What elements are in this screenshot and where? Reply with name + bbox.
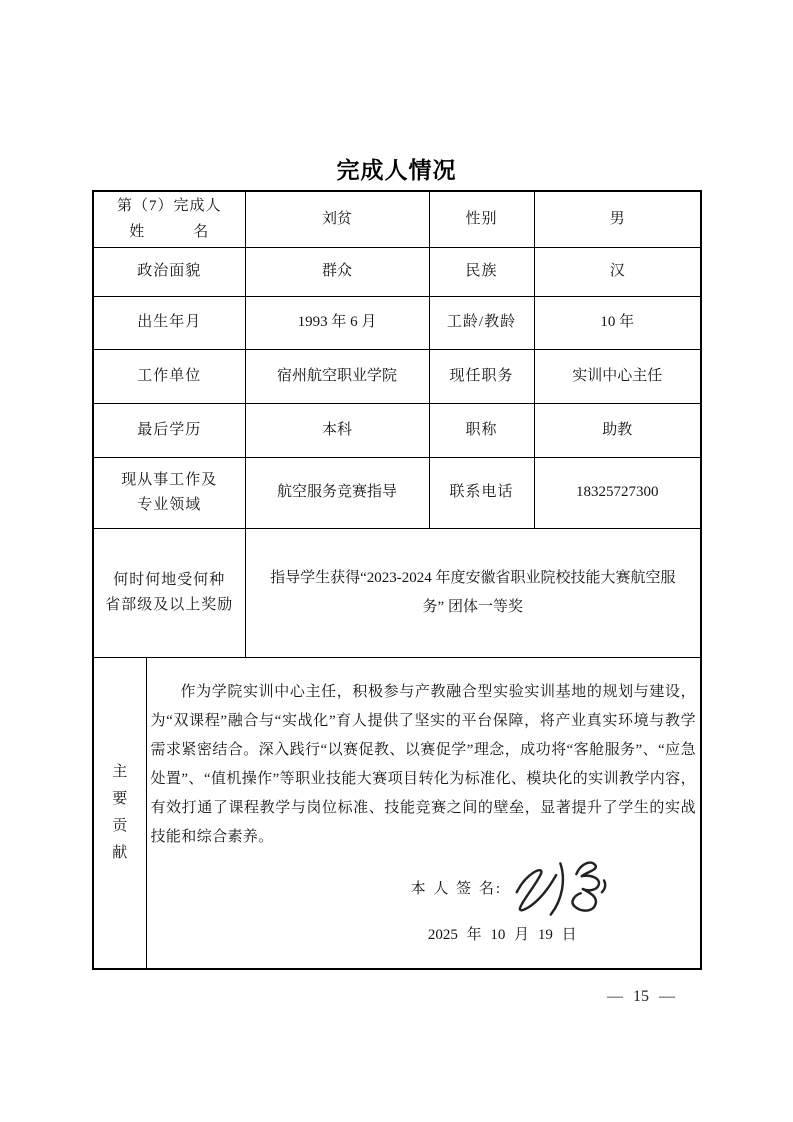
field-label-work-years: 工龄/教龄 [429,297,534,350]
field-label-birth-date: 出生年月 [93,297,245,350]
table-row-awards [93,529,701,658]
signature-date: 2025 年 10 月 19 日 [427,927,577,944]
field-value-gender: 男 [534,191,701,248]
vertical-label-char: 主 [112,763,128,780]
field-value-political-status: 群众 [245,248,429,297]
field-label-line: 专业领域 [137,497,202,513]
field-label-phone: 联系电话 [429,458,534,529]
field-label-education: 最后学历 [93,404,245,458]
signature-row [151,856,619,922]
field-label-current-work [93,458,245,529]
vertical-label-char: 要 [112,790,128,807]
field-label-main-contribution [93,658,146,969]
field-label-ethnicity: 民族 [429,248,534,297]
field-label-line: 省部级及以上奖励 [105,597,234,613]
field-value-education: 本科 [245,404,429,458]
field-value-awards [245,529,701,658]
table-row-contribution [93,658,701,969]
award-text-line: 指导学生获得“2023-2024 年度安徽省职业院校技能大赛航空服 [270,569,676,586]
field-label-line: 何时何地受何种 [113,571,226,588]
field-value-ethnicity: 汉 [534,248,701,297]
signature-image [506,856,618,922]
field-value-name: 刘贫 [245,191,429,248]
table-row-birth [93,297,701,350]
field-label-awards [93,529,245,658]
field-value-professional-title: 助教 [534,404,701,458]
table-row-name [93,191,701,248]
field-label-position: 现任职务 [429,350,534,404]
field-value-current-work: 航空服务竞赛指导 [245,458,429,529]
table-row-education [93,404,701,458]
field-value-employer: 宿州航空职业学院 [245,350,429,404]
signature-label: 本 人 签 名: [410,880,503,897]
page-number: — 15 — [607,988,675,1005]
field-value-phone: 18325727300 [534,458,701,529]
field-label-line: 第（7）完成人 [117,198,222,214]
field-value-position: 实训中心主任 [534,350,701,404]
field-label-name [93,191,245,248]
completer-info-table [92,190,702,970]
table-row-employer [93,350,701,404]
table-row-political [93,248,701,297]
vertical-label-char: 献 [112,844,128,861]
table-row-current-work [93,458,701,529]
field-value-work-years: 10 年 [534,297,701,350]
page-title: 完成人情况 [336,157,457,183]
field-label-gender: 性别 [429,191,534,248]
award-text-line: 务” 团体一等奖 [422,599,523,615]
field-value-main-contribution [146,658,701,969]
field-value-birth-date: 1993 年 6 月 [245,297,429,350]
vertical-label-char: 贡 [112,817,128,834]
field-label-professional-title: 职称 [429,404,534,458]
contribution-paragraph: 作为学院实训中心主任，积极参与产教融合型实验实训基地的规划与建设，为“双课程”融合与“实战化”育人提供了坚实的平台保障，将产业真实环境与教学需求紧密结合。深入践行“以赛促教、以赛促学”理念，成功将“客舱服务”、“应急处置”、“值机操作”等职业技能大赛项目转化为标准化、模块化的实训教学内容，有效打通了课程教学与岗位标准、技能竞赛之间的壁垒，显著提升了学生的实战技能和综合素养。 [150,684,697,846]
field-label-employer: 工作单位 [93,350,245,404]
field-label-line: 现从事工作及 [121,471,218,488]
field-label-political-status: 政治面貌 [93,248,245,297]
field-label-line: 姓 名 [129,223,210,240]
